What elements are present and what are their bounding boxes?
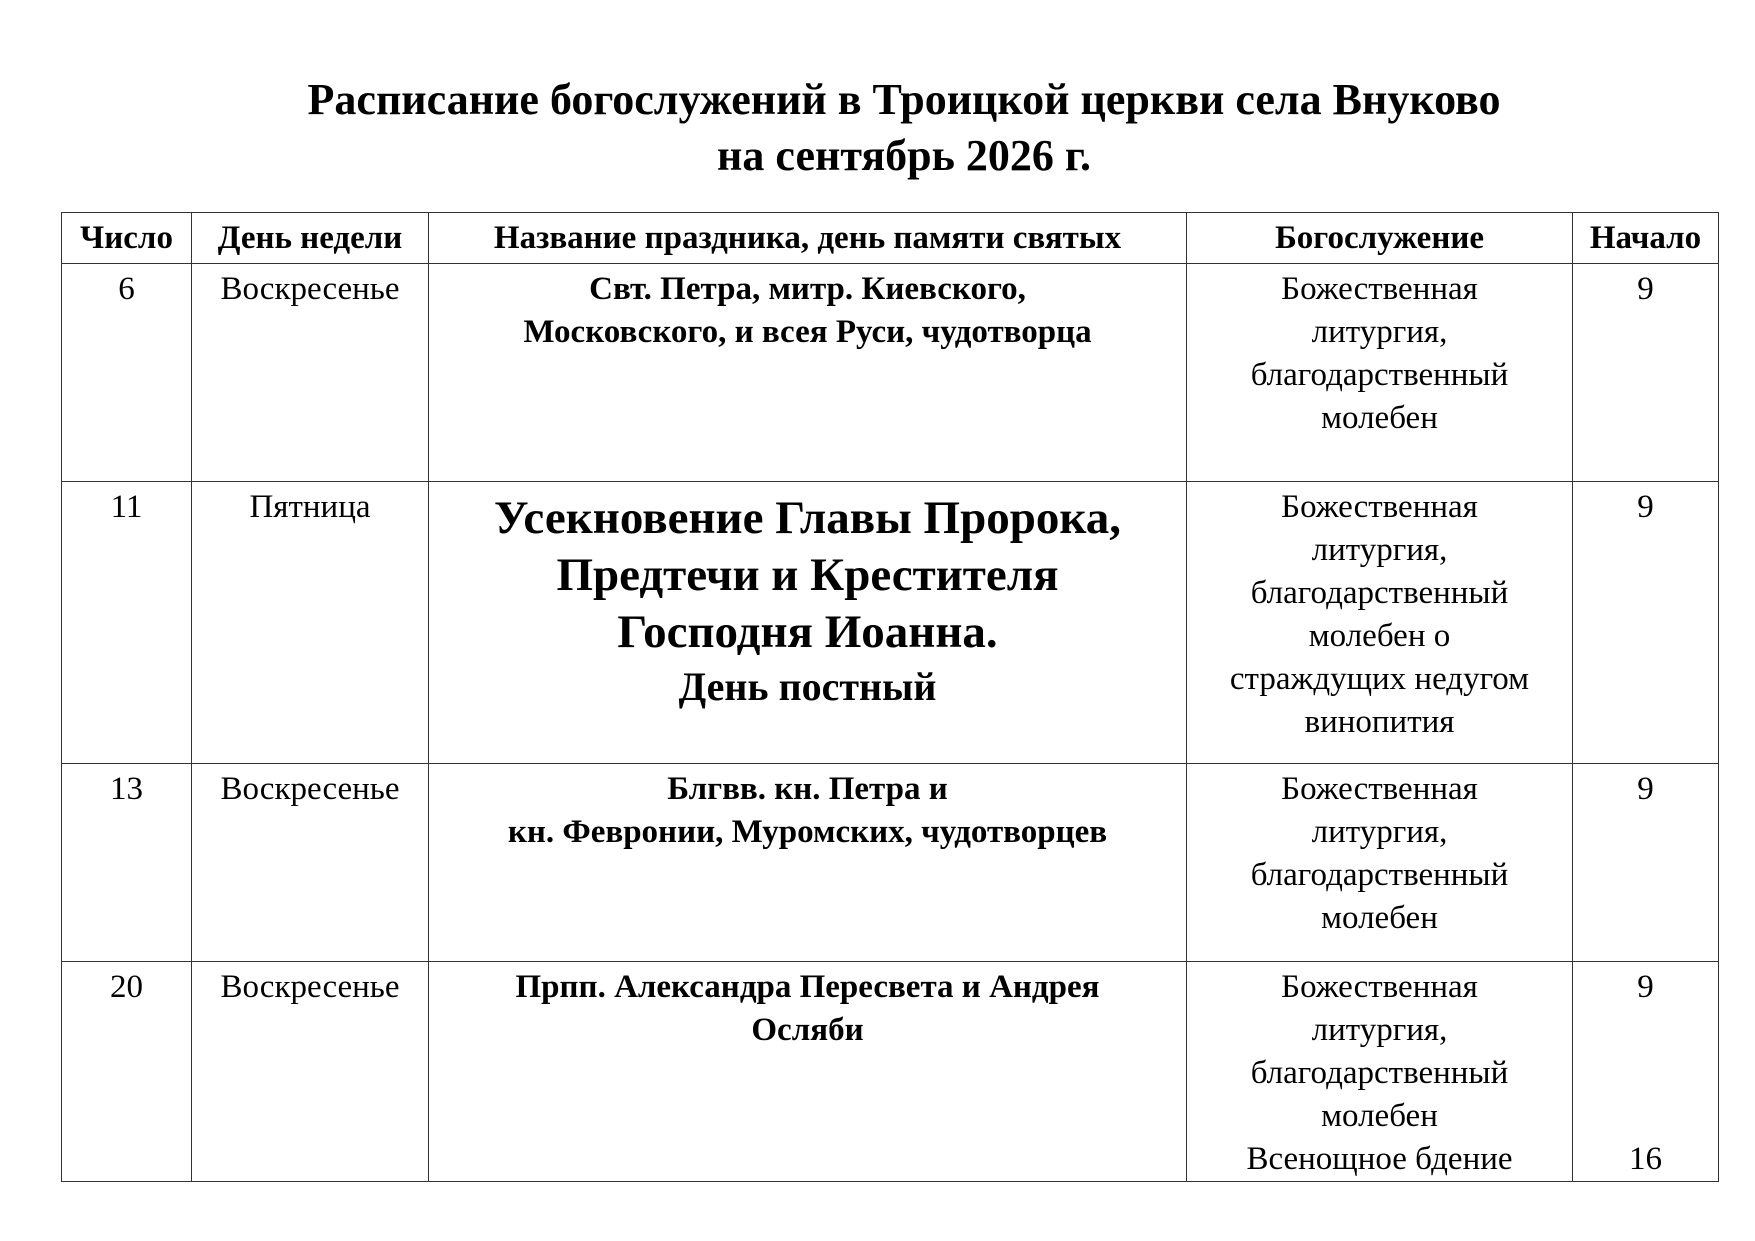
page-title: Расписание богослужений в Троицкой церкви села Внуково: [307, 75, 1501, 124]
cell-service: [1187, 264, 1573, 482]
table-row: [62, 264, 1719, 482]
start-time: 9: [1637, 969, 1654, 1005]
cell-start: 9: [1573, 264, 1719, 482]
cell-feast: [429, 482, 1187, 764]
start-time-vigil: 16: [1629, 1141, 1662, 1177]
cell-day: 11: [62, 482, 192, 764]
cell-service: [1187, 482, 1573, 764]
cell-weekday: Воскресенье: [192, 264, 429, 482]
cell-service: [1187, 962, 1573, 1182]
feast-line: Господня Иоанна.: [617, 606, 998, 658]
cell-day: 20: [62, 962, 192, 1182]
cell-weekday: Пятница: [192, 482, 429, 764]
header-service: Богослужение: [1187, 213, 1573, 264]
service-line: молебен о: [1308, 618, 1451, 654]
cell-weekday: Воскресенье: [192, 764, 429, 962]
header-day: Число: [62, 213, 192, 264]
page-subtitle: на сентябрь 2026 г.: [717, 131, 1091, 180]
feast-line: Московского, и всея Руси, чудотворца: [523, 314, 1092, 350]
header-weekday: День недели: [192, 213, 429, 264]
feast-line: кн. Февронии, Муромских, чудотворцев: [507, 814, 1108, 850]
service-line: молебен: [1321, 900, 1438, 936]
service-line: молебен: [1321, 400, 1438, 436]
cell-feast: [429, 962, 1187, 1182]
service-line: Божественная: [1281, 969, 1478, 1005]
feast-line: Усекновение Главы Пророка,: [494, 492, 1121, 544]
service-line: Божественная: [1281, 489, 1478, 525]
service-line: Всенощное бдение: [1246, 1141, 1513, 1177]
service-line: молебен: [1321, 1098, 1438, 1134]
service-line: благодарственный: [1250, 857, 1509, 893]
service-line: страждущих недугом: [1229, 661, 1530, 697]
service-line: Божественная: [1281, 771, 1478, 807]
feast-line: Прпп. Александра Пересвета и Андрея: [515, 969, 1100, 1005]
service-line: литургия,: [1311, 814, 1448, 850]
feast-line: Предтечи и Крестителя: [556, 549, 1059, 601]
fasting-day-note: День постный: [678, 664, 937, 709]
service-line: Божественная: [1281, 271, 1478, 307]
cell-service: [1187, 764, 1573, 962]
cell-feast: [429, 764, 1187, 962]
cell-day: 6: [62, 264, 192, 482]
cell-start: 9: [1573, 764, 1719, 962]
cell-day: 13: [62, 764, 192, 962]
table-row: [62, 962, 1719, 1182]
service-line: благодарственный: [1250, 1055, 1509, 1091]
feast-line: Свт. Петра, митр. Киевского,: [589, 271, 1026, 307]
service-line: благодарственный: [1250, 575, 1509, 611]
service-line: литургия,: [1311, 314, 1448, 350]
feast-line: Осляби: [751, 1012, 864, 1048]
table-row: [62, 482, 1719, 764]
header-feast: Название праздника, день памяти святых: [429, 213, 1187, 264]
service-line: винопития: [1304, 704, 1455, 740]
cell-start: 9: [1573, 482, 1719, 764]
header-row: [62, 213, 1719, 264]
table-row: [62, 764, 1719, 962]
cell-feast: [429, 264, 1187, 482]
header-start: Начало: [1573, 213, 1719, 264]
feast-line: Блгвв. кн. Петра и: [667, 771, 948, 807]
service-line: благодарственный: [1250, 357, 1509, 393]
cell-start: [1573, 962, 1719, 1182]
service-line: литургия,: [1311, 1012, 1448, 1048]
service-line: литургия,: [1311, 532, 1448, 568]
schedule-table: [61, 212, 1719, 1182]
cell-weekday: Воскресенье: [192, 962, 429, 1182]
